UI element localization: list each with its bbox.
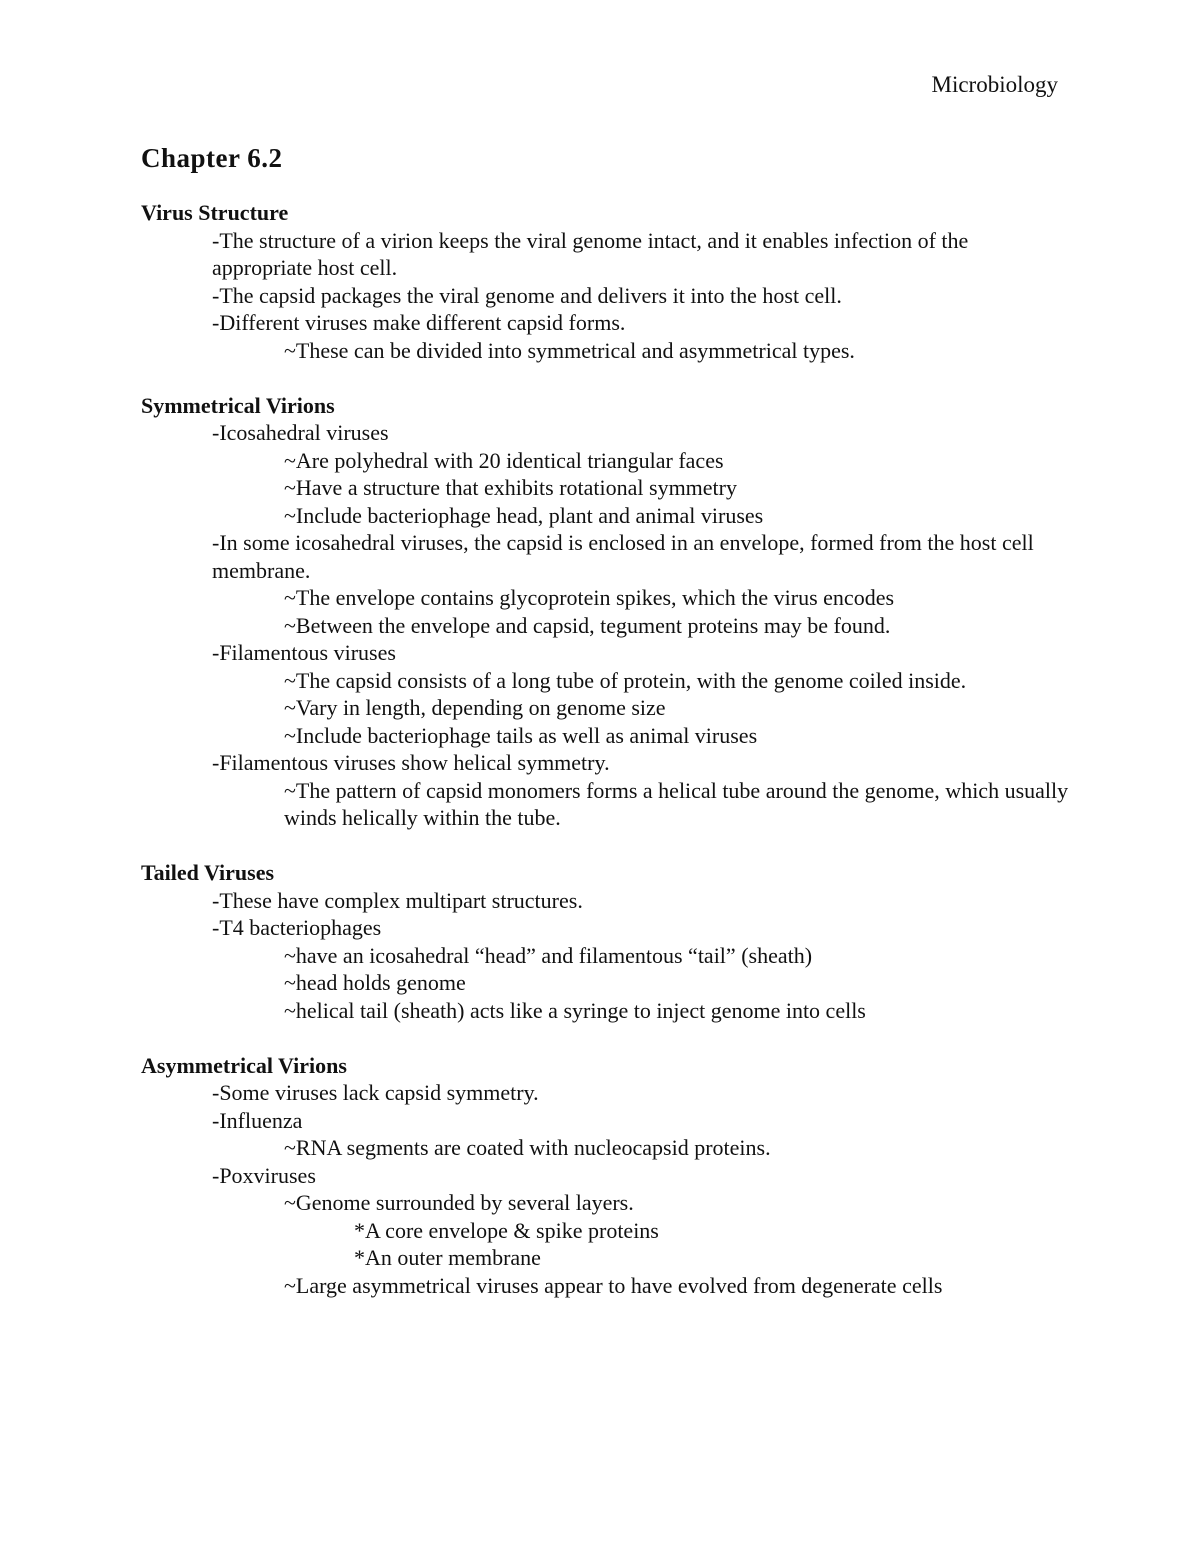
note-subline: ~The envelope contains glycoprotein spikes, which the virus encodes bbox=[284, 585, 895, 610]
note-subline: ~RNA segments are coated with nucleocapsid proteins. bbox=[284, 1135, 771, 1160]
section-tailed-viruses bbox=[141, 859, 1071, 1024]
note-subsubline: *A core envelope & spike proteins bbox=[354, 1217, 659, 1243]
note-subline: ~head holds genome bbox=[284, 970, 466, 995]
note-line: -Some viruses lack capsid symmetry. bbox=[212, 1080, 539, 1105]
note-subline: ~Are polyhedral with 20 identical triangular faces bbox=[284, 447, 724, 473]
note-subline: ~Have a structure that exhibits rotational symmetry bbox=[284, 475, 737, 500]
note-line: -T4 bacteriophages bbox=[212, 915, 382, 940]
header-subject: Microbiology bbox=[931, 72, 1058, 97]
note-line: -In some icosahedral viruses, the capsid is enclosed in an envelope, formed from the host cell membrane. bbox=[212, 530, 1034, 583]
section-title: Symmetrical Virions bbox=[141, 392, 335, 418]
note-line: -Poxviruses bbox=[212, 1162, 316, 1188]
section-asymmetrical-virions bbox=[141, 1052, 1071, 1300]
note-line: -Filamentous viruses show helical symmetry. bbox=[212, 750, 610, 775]
note-line: -Icosahedral viruses bbox=[212, 420, 389, 445]
note-line: -Different viruses make different capsid forms. bbox=[212, 310, 626, 335]
note-line: -Filamentous viruses bbox=[212, 640, 396, 665]
chapter-title: Chapter 6.2 bbox=[141, 143, 283, 173]
section-symmetrical-virions bbox=[141, 392, 1071, 832]
section-virus-structure bbox=[141, 199, 1071, 364]
note-subline: ~Include bacteriophage head, plant and animal viruses bbox=[284, 502, 764, 528]
note-line: -These have complex multipart structures. bbox=[212, 887, 583, 913]
note-subsubline: *An outer membrane bbox=[354, 1245, 541, 1270]
note-line: -The structure of a virion keeps the viral genome intact, and it enables infection of the appropriate host cell. bbox=[212, 227, 969, 280]
note-line: -The capsid packages the viral genome and delivers it into the host cell. bbox=[212, 282, 842, 308]
note-subline: ~These can be divided into symmetrical and asymmetrical types. bbox=[284, 337, 855, 363]
section-title: Virus Structure bbox=[141, 200, 289, 225]
section-title: Asymmetrical Virions bbox=[141, 1052, 347, 1078]
note-subline: ~The capsid consists of a long tube of protein, with the genome coiled inside. bbox=[284, 667, 967, 693]
note-subline: ~Genome surrounded by several layers. bbox=[284, 1190, 634, 1215]
section-title: Tailed Viruses bbox=[141, 860, 275, 885]
note-subline: ~The pattern of capsid monomers forms a helical tube around the genome, which usually winds helically within the tube. bbox=[284, 777, 1069, 830]
note-subline: ~helical tail (sheath) acts like a syringe to inject genome into cells bbox=[284, 997, 866, 1023]
note-line: -Influenza bbox=[212, 1107, 303, 1133]
notes-content bbox=[141, 199, 1071, 1327]
note-subline: ~Vary in length, depending on genome size bbox=[284, 695, 666, 720]
note-subline: ~have an icosahedral “head” and filamentous “tail” (sheath) bbox=[284, 942, 813, 968]
note-subline: ~Include bacteriophage tails as well as animal viruses bbox=[284, 722, 758, 748]
note-subline: ~Large asymmetrical viruses appear to have evolved from degenerate cells bbox=[284, 1272, 943, 1298]
note-subline: ~Between the envelope and capsid, tegument proteins may be found. bbox=[284, 612, 891, 638]
